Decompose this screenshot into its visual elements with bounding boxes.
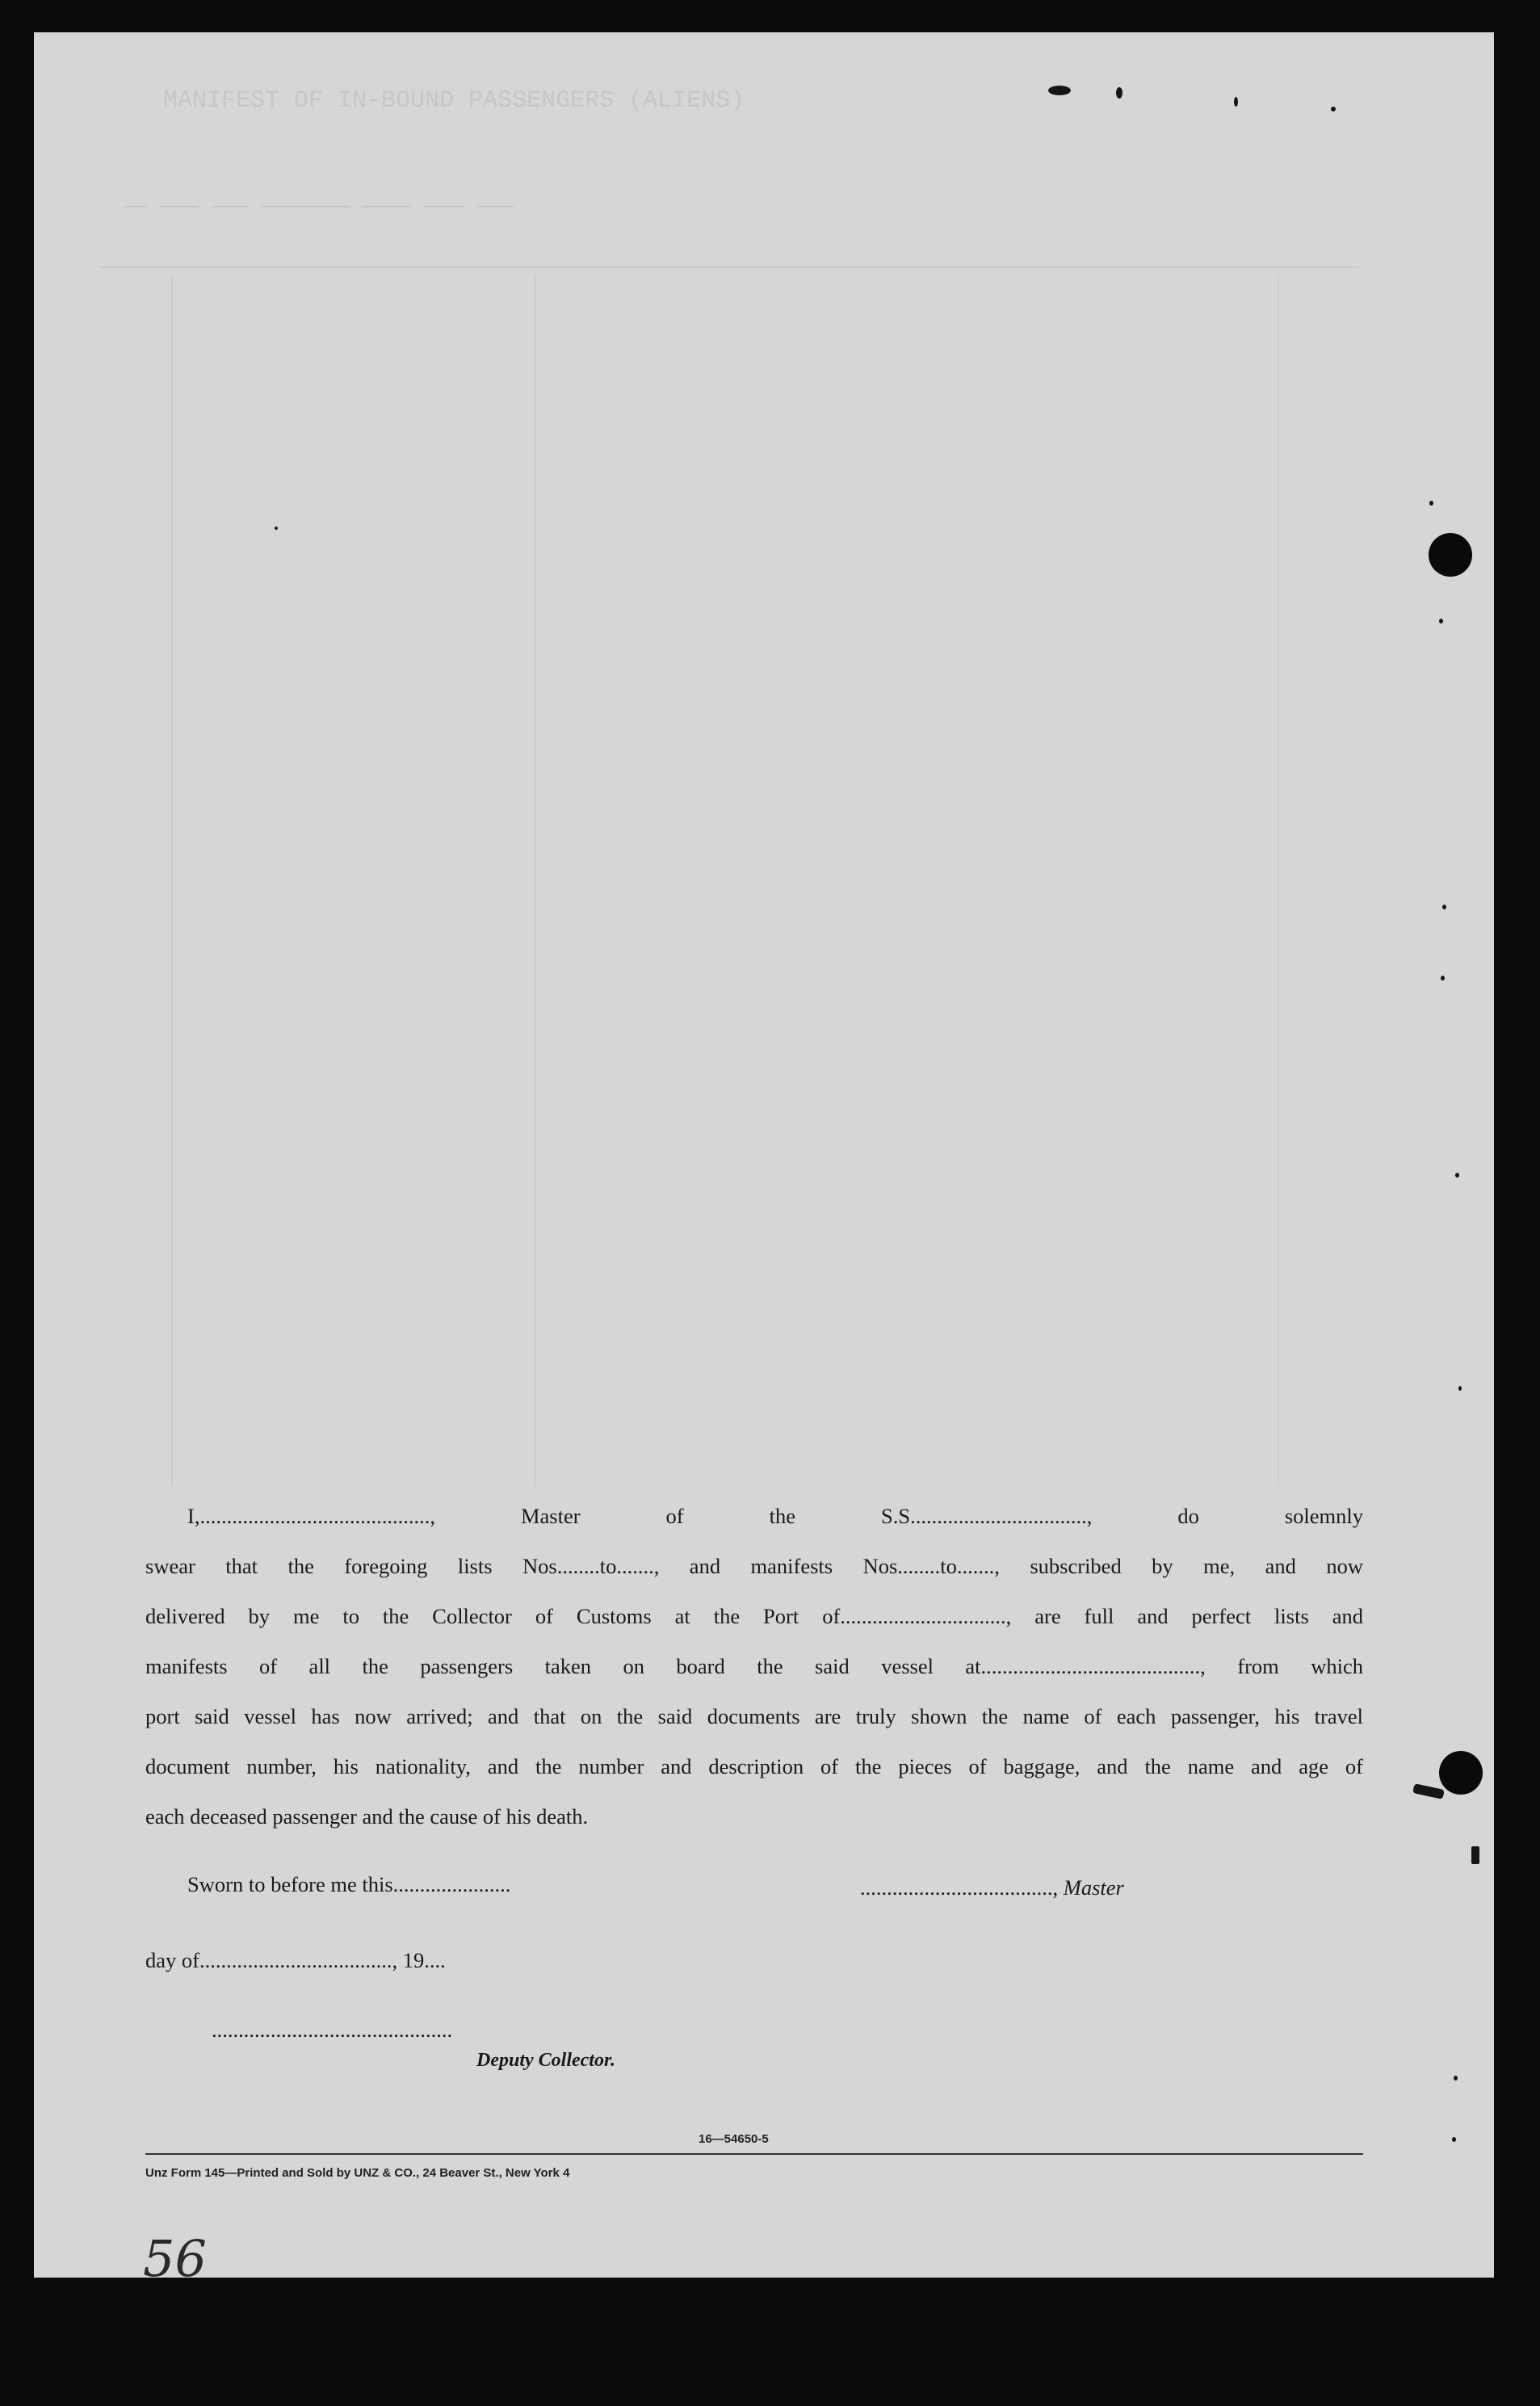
oath-line-6: document number, his nationality, and the number and description of the pieces of baggage, and the name and age of	[145, 1754, 1363, 1778]
sworn-before-line: Sworn to before me this......................	[187, 1872, 511, 1896]
ink-speck	[1234, 97, 1238, 107]
ink-speck	[1412, 1783, 1445, 1799]
oath-line-5: port said vessel has now arrived; and that on the said documents are truly shown the name of each passenger, his travel	[145, 1704, 1363, 1728]
master-signature-line	[860, 1875, 1124, 1900]
master-signature-dots: ....................................,	[860, 1875, 1059, 1900]
oath-paragraph	[145, 1491, 1363, 1841]
oath-line-2: swear that the foregoing lists Nos........to......., and manifests Nos........to......., subscribed by me, and now	[145, 1554, 1363, 1578]
ink-speck	[1458, 1386, 1462, 1391]
svg-text:MANIFEST OF IN-BOUND PASSENGER: MANIFEST OF IN-BOUND PASSENGERS (ALIENS)	[163, 87, 745, 115]
document-page	[34, 32, 1494, 2278]
ink-speck	[275, 527, 278, 530]
ink-speck	[1429, 501, 1433, 506]
ink-speck	[1048, 86, 1071, 95]
ink-speck	[1454, 2076, 1458, 2081]
ink-speck	[1331, 107, 1336, 111]
ink-speck	[1471, 1846, 1479, 1864]
day-of-line: day of...................................., 19....	[145, 1948, 446, 1972]
ink-speck	[1439, 619, 1443, 624]
oath-line-7: each deceased passenger and the cause of his death.	[145, 1804, 589, 1829]
handwritten-page-number: 56	[143, 2229, 207, 2278]
master-label: Master	[1063, 1875, 1124, 1900]
footer-rule	[145, 2153, 1363, 2155]
oath-line-4: manifests of all the passengers taken on board the said vessel at........................................., from which	[145, 1654, 1363, 1678]
ink-speck	[1442, 905, 1446, 909]
deputy-collector-label: Deputy Collector.	[476, 2050, 615, 2071]
form-code: 16—54650-5	[699, 2132, 769, 2146]
ink-speck	[1452, 2137, 1456, 2142]
svg-text:—— ——— ——— ——————— ———— ——— ——: —— ——— ——— ——————— ———— ——— ———	[123, 194, 514, 218]
punch-hole-bottom	[1439, 1751, 1483, 1795]
ink-speck	[1116, 87, 1122, 99]
ink-speck	[1455, 1173, 1459, 1178]
oath-line-3: delivered by me to the Collector of Customs at the Port of..............................., are full and perfect lists and	[145, 1604, 1363, 1628]
punch-hole-top	[1429, 533, 1472, 577]
ink-speck	[1441, 976, 1445, 980]
bleed-through-background	[34, 32, 1494, 1567]
oath-line-1: I,..........................................., Master of the S.S................................., do solemnly	[187, 1504, 1363, 1528]
printer-imprint: Unz Form 145—Printed and Sold by UNZ & CO., 24 Beaver St., New York 4	[145, 2166, 570, 2180]
collector-signature-dots: .............................................	[212, 2018, 453, 2042]
